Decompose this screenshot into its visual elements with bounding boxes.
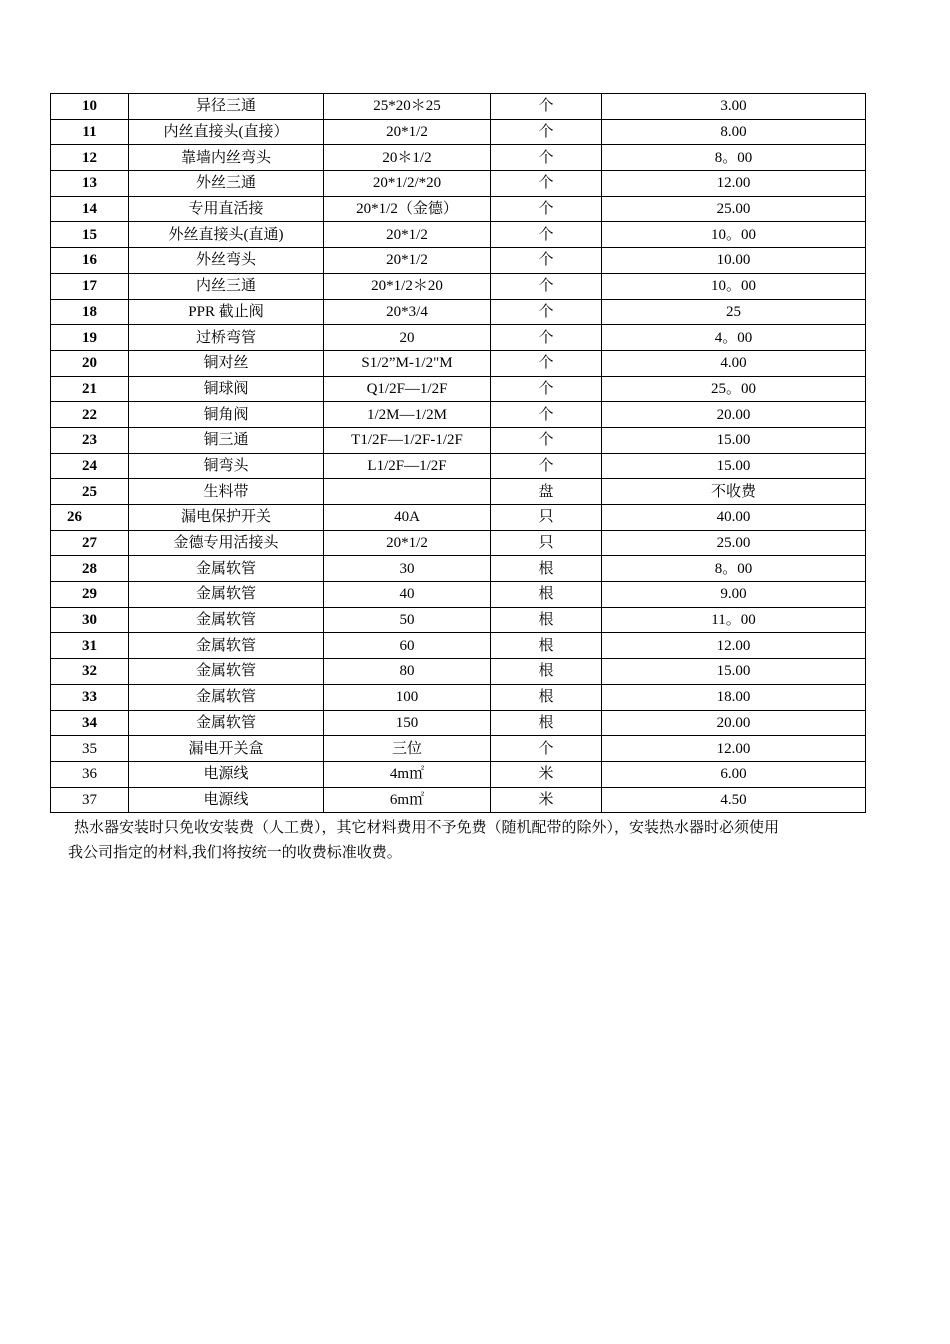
item-name: 专用直活接 xyxy=(129,196,324,222)
item-price: 25 xyxy=(602,299,866,325)
item-unit: 个 xyxy=(491,222,602,248)
item-price: 12.00 xyxy=(602,736,866,762)
item-price: 6.00 xyxy=(602,761,866,787)
table-row xyxy=(51,376,866,402)
item-spec: T1/2F—1/2F-1/2F xyxy=(324,427,491,453)
table-row xyxy=(51,479,866,505)
item-price: 25。00 xyxy=(602,376,866,402)
item-unit: 个 xyxy=(491,325,602,351)
item-price: 15.00 xyxy=(602,427,866,453)
materials-price-table xyxy=(50,93,866,813)
item-unit: 个 xyxy=(491,376,602,402)
item-unit: 个 xyxy=(491,248,602,274)
item-number: 36 xyxy=(51,761,129,787)
item-unit: 根 xyxy=(491,710,602,736)
item-name: 铜三通 xyxy=(129,427,324,453)
item-spec: 20*1/2 xyxy=(324,119,491,145)
item-price: 25.00 xyxy=(602,530,866,556)
item-spec: 50 xyxy=(324,607,491,633)
item-unit: 根 xyxy=(491,684,602,710)
item-price: 10.00 xyxy=(602,248,866,274)
item-unit: 个 xyxy=(491,119,602,145)
table-row xyxy=(51,248,866,274)
item-name: 外丝三通 xyxy=(129,171,324,197)
item-name: 金属软管 xyxy=(129,684,324,710)
note-line-2: 我公司指定的材料,我们将按统一的收费标准收费。 xyxy=(68,845,402,861)
item-number: 16 xyxy=(51,248,129,274)
table-row xyxy=(51,171,866,197)
table-row xyxy=(51,659,866,685)
note-line-1: 热水器安装时只免收安装费（人工费），其它材料费用不予免费（随机配带的除外），安装热水器时必须使用 xyxy=(74,820,780,836)
table-row xyxy=(51,325,866,351)
item-number: 33 xyxy=(51,684,129,710)
item-unit: 个 xyxy=(491,94,602,120)
item-spec: 三位 xyxy=(324,736,491,762)
item-number: 12 xyxy=(51,145,129,171)
table-row xyxy=(51,633,866,659)
installation-note xyxy=(68,816,898,866)
item-number: 21 xyxy=(51,376,129,402)
item-unit: 根 xyxy=(491,556,602,582)
item-name: 铜弯头 xyxy=(129,453,324,479)
item-unit: 根 xyxy=(491,633,602,659)
item-unit: 个 xyxy=(491,402,602,428)
item-spec: 40A xyxy=(324,505,491,531)
table-row xyxy=(51,273,866,299)
item-number: 14 xyxy=(51,196,129,222)
item-spec: L1/2F—1/2F xyxy=(324,453,491,479)
item-number: 37 xyxy=(51,787,129,813)
item-spec: 1/2M—1/2M xyxy=(324,402,491,428)
item-unit: 根 xyxy=(491,607,602,633)
item-spec: 80 xyxy=(324,659,491,685)
item-number: 13 xyxy=(51,171,129,197)
item-unit: 个 xyxy=(491,171,602,197)
table-row xyxy=(51,530,866,556)
item-spec: 20*1/2 xyxy=(324,248,491,274)
table-row xyxy=(51,222,866,248)
item-number: 26 xyxy=(51,505,129,531)
item-number: 19 xyxy=(51,325,129,351)
table-row xyxy=(51,427,866,453)
table-row xyxy=(51,761,866,787)
item-name: 金属软管 xyxy=(129,710,324,736)
item-price: 15.00 xyxy=(602,453,866,479)
item-number: 17 xyxy=(51,273,129,299)
item-name: 金属软管 xyxy=(129,582,324,608)
table-row xyxy=(51,787,866,813)
item-price: 4。00 xyxy=(602,325,866,351)
item-price: 20.00 xyxy=(602,710,866,736)
item-price: 18.00 xyxy=(602,684,866,710)
item-unit: 米 xyxy=(491,761,602,787)
item-name: 生料带 xyxy=(129,479,324,505)
table-row xyxy=(51,145,866,171)
item-name: 内丝直接头(直接） xyxy=(129,119,324,145)
item-price: 8。00 xyxy=(602,556,866,582)
item-number: 11 xyxy=(51,119,129,145)
item-unit: 个 xyxy=(491,299,602,325)
table-row xyxy=(51,607,866,633)
item-spec: 20*1/2（金德） xyxy=(324,196,491,222)
item-unit: 只 xyxy=(491,530,602,556)
item-unit: 只 xyxy=(491,505,602,531)
item-price: 40.00 xyxy=(602,505,866,531)
item-name: 漏电开关盒 xyxy=(129,736,324,762)
item-unit: 个 xyxy=(491,350,602,376)
table-row xyxy=(51,505,866,531)
item-unit: 个 xyxy=(491,196,602,222)
item-unit: 根 xyxy=(491,582,602,608)
item-price: 4.50 xyxy=(602,787,866,813)
item-spec xyxy=(324,479,491,505)
item-spec: 6m㎡ xyxy=(324,787,491,813)
item-spec: 60 xyxy=(324,633,491,659)
item-unit: 个 xyxy=(491,736,602,762)
table-row xyxy=(51,350,866,376)
item-name: 内丝三通 xyxy=(129,273,324,299)
item-price: 4.00 xyxy=(602,350,866,376)
item-name: 金属软管 xyxy=(129,659,324,685)
item-name: 电源线 xyxy=(129,761,324,787)
item-spec: 20*3/4 xyxy=(324,299,491,325)
item-number: 29 xyxy=(51,582,129,608)
table-row xyxy=(51,556,866,582)
item-number: 28 xyxy=(51,556,129,582)
item-unit: 个 xyxy=(491,427,602,453)
item-name: 铜角阀 xyxy=(129,402,324,428)
item-spec: 20*1/2＊20 xyxy=(324,273,491,299)
item-price: 25.00 xyxy=(602,196,866,222)
item-name: 金属软管 xyxy=(129,633,324,659)
table-row xyxy=(51,736,866,762)
item-number: 20 xyxy=(51,350,129,376)
item-spec: Q1/2F—1/2F xyxy=(324,376,491,402)
item-price: 不收费 xyxy=(602,479,866,505)
table-row xyxy=(51,710,866,736)
item-name: 靠墙内丝弯头 xyxy=(129,145,324,171)
item-price: 3.00 xyxy=(602,94,866,120)
item-price: 8。00 xyxy=(602,145,866,171)
item-name: 外丝弯头 xyxy=(129,248,324,274)
item-spec: 20*1/2 xyxy=(324,530,491,556)
item-price: 12.00 xyxy=(602,171,866,197)
item-name: 电源线 xyxy=(129,787,324,813)
item-spec: 20＊1/2 xyxy=(324,145,491,171)
item-number: 23 xyxy=(51,427,129,453)
item-spec: 4m㎡ xyxy=(324,761,491,787)
item-name: 漏电保护开关 xyxy=(129,505,324,531)
table-row xyxy=(51,94,866,120)
item-name: 外丝直接头(直通) xyxy=(129,222,324,248)
item-number: 35 xyxy=(51,736,129,762)
table-row xyxy=(51,582,866,608)
item-number: 34 xyxy=(51,710,129,736)
item-name: 异径三通 xyxy=(129,94,324,120)
item-spec: 40 xyxy=(324,582,491,608)
item-name: 过桥弯管 xyxy=(129,325,324,351)
item-spec: 100 xyxy=(324,684,491,710)
item-number: 32 xyxy=(51,659,129,685)
item-price: 20.00 xyxy=(602,402,866,428)
item-spec: 30 xyxy=(324,556,491,582)
table-row xyxy=(51,402,866,428)
item-price: 12.00 xyxy=(602,633,866,659)
item-name: 铜球阀 xyxy=(129,376,324,402)
table-body xyxy=(51,94,866,813)
item-spec: 20*1/2 xyxy=(324,222,491,248)
item-number: 31 xyxy=(51,633,129,659)
item-name: 铜对丝 xyxy=(129,350,324,376)
item-number: 10 xyxy=(51,94,129,120)
item-number: 27 xyxy=(51,530,129,556)
item-number: 18 xyxy=(51,299,129,325)
table-row xyxy=(51,684,866,710)
item-price: 11。00 xyxy=(602,607,866,633)
item-spec: 150 xyxy=(324,710,491,736)
item-unit: 个 xyxy=(491,273,602,299)
table-row xyxy=(51,119,866,145)
item-number: 30 xyxy=(51,607,129,633)
item-unit: 盘 xyxy=(491,479,602,505)
item-spec: 25*20＊25 xyxy=(324,94,491,120)
item-unit: 个 xyxy=(491,145,602,171)
item-name: 金属软管 xyxy=(129,556,324,582)
item-unit: 个 xyxy=(491,453,602,479)
item-price: 15.00 xyxy=(602,659,866,685)
item-number: 24 xyxy=(51,453,129,479)
item-unit: 根 xyxy=(491,659,602,685)
item-spec: 20*1/2/*20 xyxy=(324,171,491,197)
item-price: 9.00 xyxy=(602,582,866,608)
table-row xyxy=(51,299,866,325)
table-row xyxy=(51,453,866,479)
table-row xyxy=(51,196,866,222)
item-price: 10。00 xyxy=(602,222,866,248)
item-number: 25 xyxy=(51,479,129,505)
item-spec: S1/2”M-1/2"M xyxy=(324,350,491,376)
item-number: 15 xyxy=(51,222,129,248)
item-name: 金属软管 xyxy=(129,607,324,633)
item-number: 22 xyxy=(51,402,129,428)
item-spec: 20 xyxy=(324,325,491,351)
item-price: 10。00 xyxy=(602,273,866,299)
item-name: PPR 截止阀 xyxy=(129,299,324,325)
item-unit: 米 xyxy=(491,787,602,813)
item-price: 8.00 xyxy=(602,119,866,145)
item-name: 金德专用活接头 xyxy=(129,530,324,556)
